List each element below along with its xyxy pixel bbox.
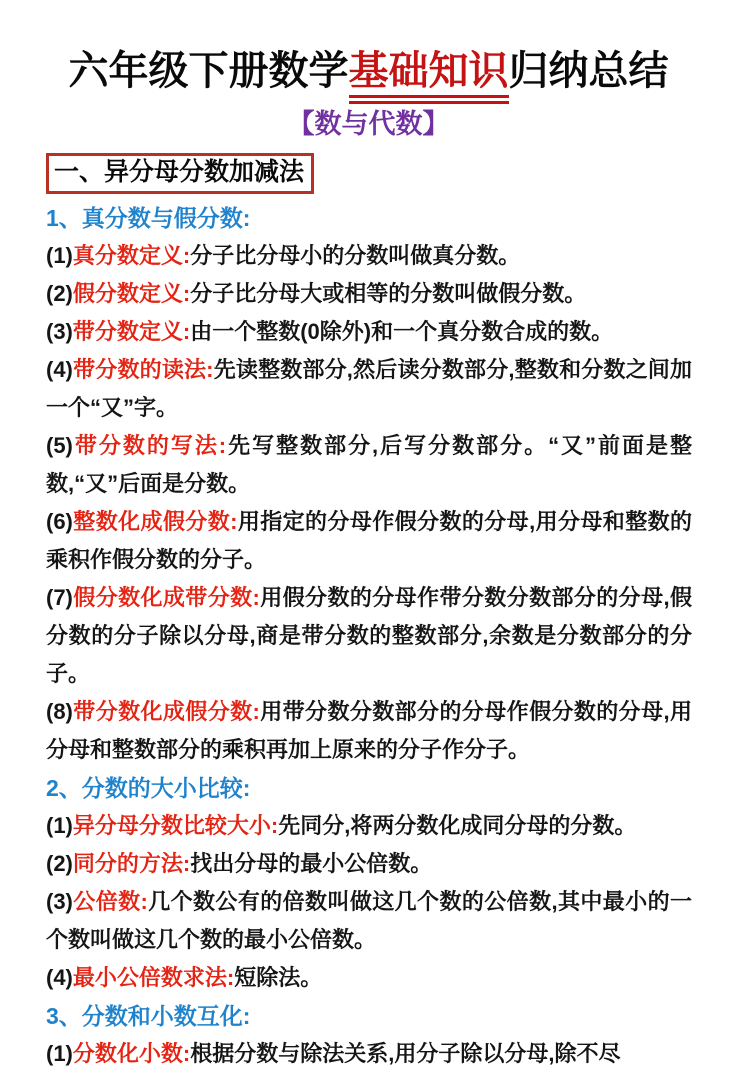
definition-item [46,693,692,769]
subsection [46,769,692,997]
subsection-heading: 3、分数和小数互化: [46,1003,251,1029]
subsection-items [46,1035,692,1073]
item-number: (7) [46,585,73,610]
title-pre-text: 六年级下册数学 [68,49,349,93]
item-body: 用指定的分母作假分数的分母,用分母和整数的乘积作假分数的分子。 [46,509,692,572]
item-number: (5) [46,433,73,458]
definition-item [46,427,692,503]
item-term: 假分数定义: [72,281,191,306]
item-term: 带分数的读法: [72,357,214,382]
item-body: 用带分数分数部分的分母作假分数的分母,用分母和整数部分的乘积再加上原来的分子作分子。 [46,699,692,762]
subsection-heading: 1、真分数与假分数: [46,205,251,231]
item-number: (3) [46,319,73,344]
item-number: (4) [46,965,73,990]
title-post-text: 归纳总结 [508,49,669,93]
item-number: (1) [46,243,73,268]
definition-item [46,237,692,275]
item-body: 几个数公有的倍数叫做这几个数的公倍数,其中最小的一个数叫做这几个数的最小公倍数。 [46,889,692,952]
definition-item [46,1035,692,1073]
subsection-items [46,807,692,997]
section-heading-box [46,153,314,194]
item-body: 用假分数的分母作带分数分数部分的分母,假分数的分子除以分母,商是带分数的整数部分,余数是分数部分的分子。 [46,585,692,686]
subsection [46,199,692,769]
item-number: (1) [46,1041,73,1066]
item-term: 带分数的写法: [72,433,227,458]
page-title [0,46,737,96]
subtitle-number-algebra: 【数与代数】 [287,109,450,139]
item-term: 带分数定义: [72,319,191,344]
item-term: 真分数定义: [72,243,191,268]
definition-item [46,845,692,883]
title-highlight-underlined: 基础知识 [349,49,509,104]
definition-item [46,351,692,427]
item-number: (2) [46,851,73,876]
item-term: 异分母分数比较大小: [72,813,279,838]
item-body: 由一个整数(0除外)和一个真分数合成的数。 [190,319,614,344]
definition-item [46,503,692,579]
item-body: 先读整数部分,然后读分数部分,整数和分数之间加一个“又”字。 [46,357,692,420]
item-number: (8) [46,699,73,724]
item-body: 短除法。 [234,965,323,990]
item-term: 分数化小数: [72,1041,191,1066]
item-number: (2) [46,281,73,306]
item-body: 分子比分母小的分数叫做真分数。 [190,243,521,268]
definition-item [46,275,692,313]
definition-item [46,883,692,959]
definition-item [46,807,692,845]
subsection-items [46,237,692,769]
definition-item [46,959,692,997]
item-body: 先同分,将两分数化成同分母的分数。 [278,813,637,838]
definition-item [46,579,692,693]
item-body: 根据分数与除法关系,用分子除以分母,除不尽 [190,1041,621,1066]
content [46,199,692,1073]
item-number: (4) [46,357,73,382]
subsection-heading: 2、分数的大小比较: [46,775,251,801]
item-body: 找出分母的最小公倍数。 [190,851,433,876]
subsection [46,997,692,1073]
item-number: (1) [46,813,73,838]
item-term: 假分数化成带分数: [72,585,260,610]
item-number: (3) [46,889,73,914]
item-term: 最小公倍数求法: [72,965,235,990]
item-term: 整数化成假分数: [72,509,238,534]
item-body: 先写整数部分,后写分数部分。“又”前面是整数,“又”后面是分数。 [46,433,692,496]
item-term: 公倍数: [72,889,148,914]
item-number: (6) [46,509,73,534]
section-heading-text: 一、异分母分数加减法 [54,158,305,186]
definition-item [46,313,692,351]
item-term: 同分的方法: [72,851,191,876]
item-term: 带分数化成假分数: [72,699,260,724]
item-body: 分子比分母大或相等的分数叫做假分数。 [190,281,587,306]
